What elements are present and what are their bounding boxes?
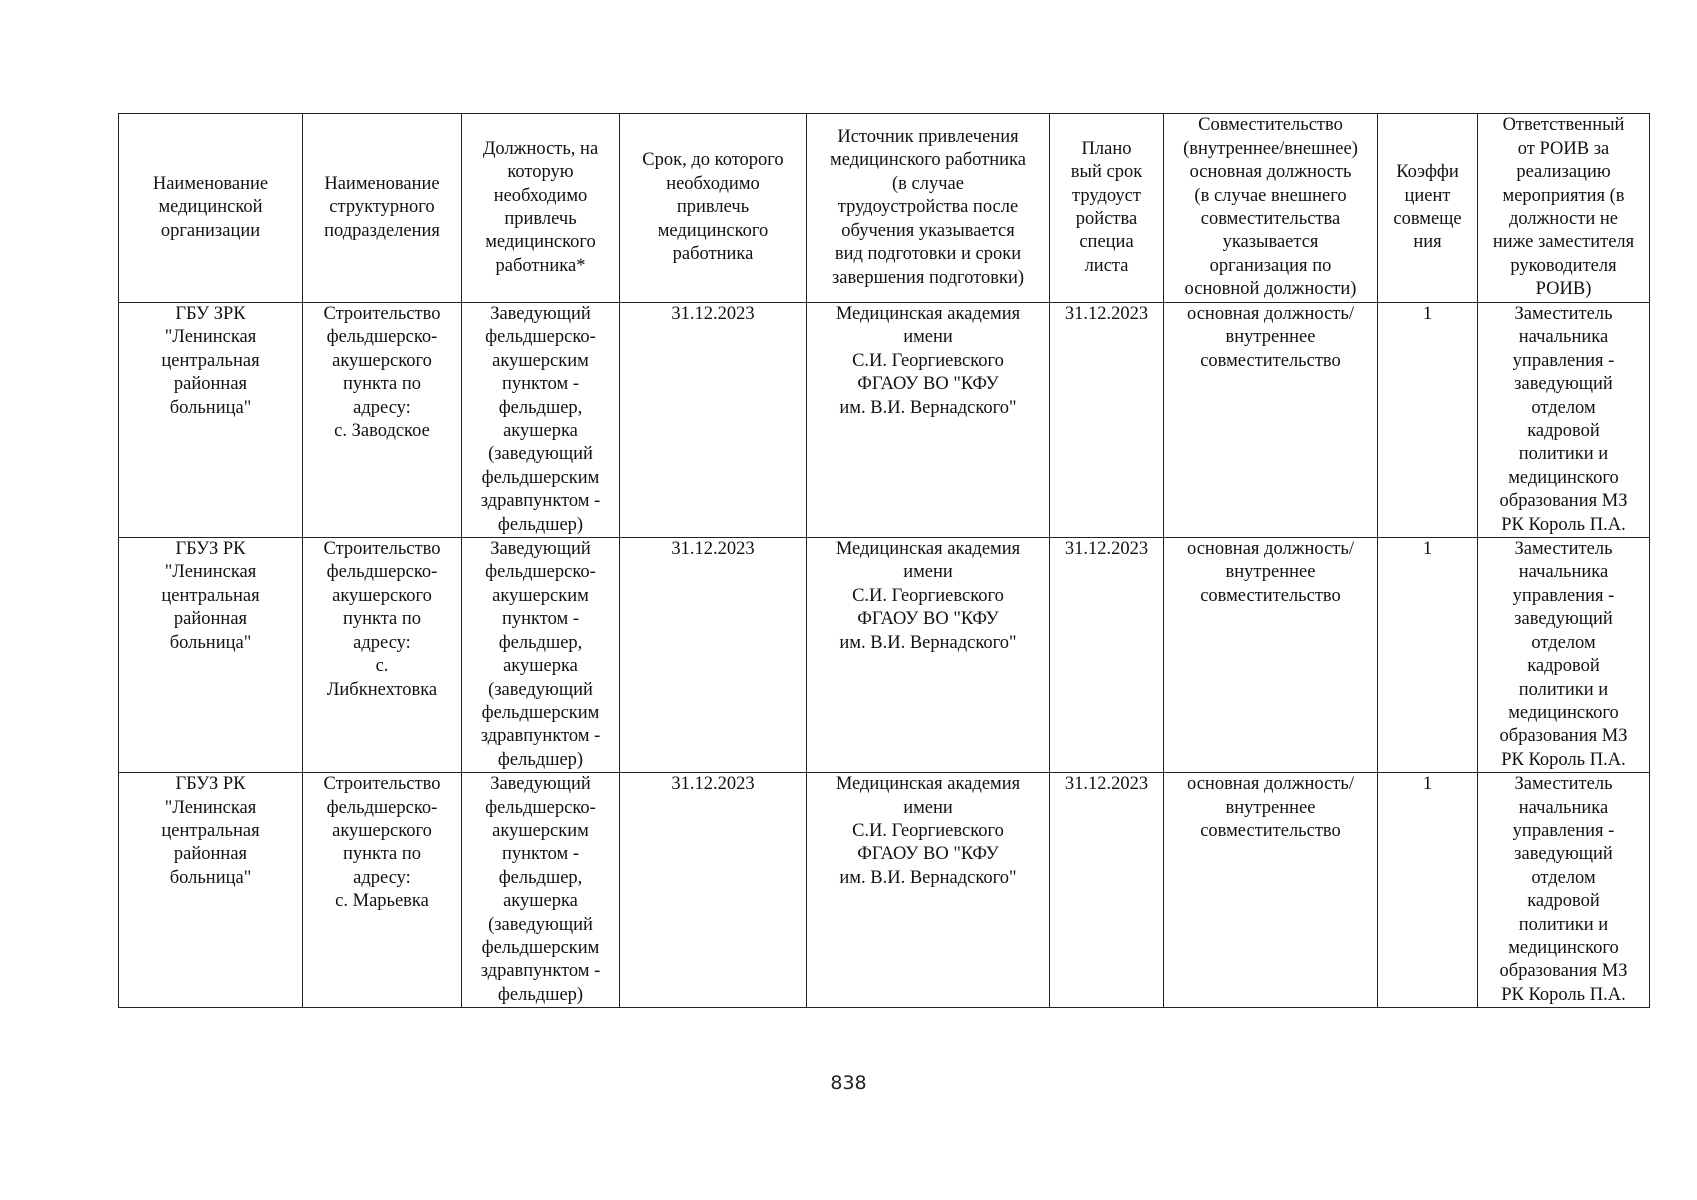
header-organization: Наименование медицинской организации bbox=[119, 114, 303, 303]
cell-combination: основная должность/ внутреннее совместительство bbox=[1164, 538, 1378, 773]
staffing-table bbox=[118, 113, 1650, 1008]
cell-deadline: 31.12.2023 bbox=[620, 773, 807, 1008]
table-row bbox=[119, 303, 1650, 538]
cell-combination: основная должность/ внутреннее совместительство bbox=[1164, 773, 1378, 1008]
cell-department: Строительство фельдшерско- акушерского пункта по адресу: с. Марьевка bbox=[303, 773, 462, 1008]
cell-department: Строительство фельдшерско- акушерского пункта по адресу: с. Либкнехтовка bbox=[303, 538, 462, 773]
cell-source: Медицинская академия имени С.И. Георгиевского ФГАОУ ВО "КФУ им. В.И. Вернадского" bbox=[807, 773, 1050, 1008]
table-header-row bbox=[119, 114, 1650, 303]
header-position: Должность, на которую необходимо привлечь медицинского работника* bbox=[462, 114, 620, 303]
cell-organization: ГБУ ЗРК "Ленинская центральная районная больница" bbox=[119, 303, 303, 538]
cell-planned-date: 31.12.2023 bbox=[1050, 773, 1164, 1008]
cell-coefficient: 1 bbox=[1378, 538, 1478, 773]
cell-position: Заведующий фельдшерско- акушерским пунктом - фельдшер, акушерка (заведующий фельдшерским здравпунктом - фельдшер) bbox=[462, 303, 620, 538]
cell-combination: основная должность/ внутреннее совместительство bbox=[1164, 303, 1378, 538]
table-row bbox=[119, 538, 1650, 773]
cell-position: Заведующий фельдшерско- акушерским пунктом - фельдшер, акушерка (заведующий фельдшерским здравпунктом - фельдшер) bbox=[462, 538, 620, 773]
cell-responsible: Заместитель начальника управления - заведующий отделом кадровой политики и медицинского образования МЗ РК Король П.А. bbox=[1478, 773, 1650, 1008]
cell-position: Заведующий фельдшерско- акушерским пунктом - фельдшер, акушерка (заведующий фельдшерским здравпунктом - фельдшер) bbox=[462, 773, 620, 1008]
header-planned-date: Плано вый срок трудоуст ройства специа листа bbox=[1050, 114, 1164, 303]
cell-deadline: 31.12.2023 bbox=[620, 303, 807, 538]
cell-organization: ГБУЗ РК "Ленинская центральная районная больница" bbox=[119, 773, 303, 1008]
header-coefficient: Коэффи циент совмеще ния bbox=[1378, 114, 1478, 303]
header-department: Наименование структурного подразделения bbox=[303, 114, 462, 303]
cell-organization: ГБУЗ РК "Ленинская центральная районная больница" bbox=[119, 538, 303, 773]
cell-source: Медицинская академия имени С.И. Георгиевского ФГАОУ ВО "КФУ им. В.И. Вернадского" bbox=[807, 538, 1050, 773]
header-source: Источник привлечения медицинского работника (в случае трудоустройства после обучения указывается вид подготовки и сроки завершения подготовки) bbox=[807, 114, 1050, 303]
cell-source: Медицинская академия имени С.И. Георгиевского ФГАОУ ВО "КФУ им. В.И. Вернадского" bbox=[807, 303, 1050, 538]
header-combination: Совместительство (внутреннее/внешнее) основная должность (в случае внешнего совместительства указывается организация по основной должности) bbox=[1164, 114, 1378, 303]
cell-responsible: Заместитель начальника управления - заведующий отделом кадровой политики и медицинского образования МЗ РК Король П.А. bbox=[1478, 538, 1650, 773]
cell-coefficient: 1 bbox=[1378, 303, 1478, 538]
cell-deadline: 31.12.2023 bbox=[620, 538, 807, 773]
cell-coefficient: 1 bbox=[1378, 773, 1478, 1008]
table-row bbox=[119, 773, 1650, 1008]
header-responsible: Ответственный от РОИВ за реализацию мероприятия (в должности не ниже заместителя руководителя РОИВ) bbox=[1478, 114, 1650, 303]
cell-department: Строительство фельдшерско- акушерского пункта по адресу: с. Заводское bbox=[303, 303, 462, 538]
cell-responsible: Заместитель начальника управления - заведующий отделом кадровой политики и медицинского образования МЗ РК Король П.А. bbox=[1478, 303, 1650, 538]
header-deadline: Срок, до которого необходимо привлечь медицинского работника bbox=[620, 114, 807, 303]
cell-planned-date: 31.12.2023 bbox=[1050, 303, 1164, 538]
cell-planned-date: 31.12.2023 bbox=[1050, 538, 1164, 773]
page-number: 838 bbox=[830, 1072, 867, 1094]
